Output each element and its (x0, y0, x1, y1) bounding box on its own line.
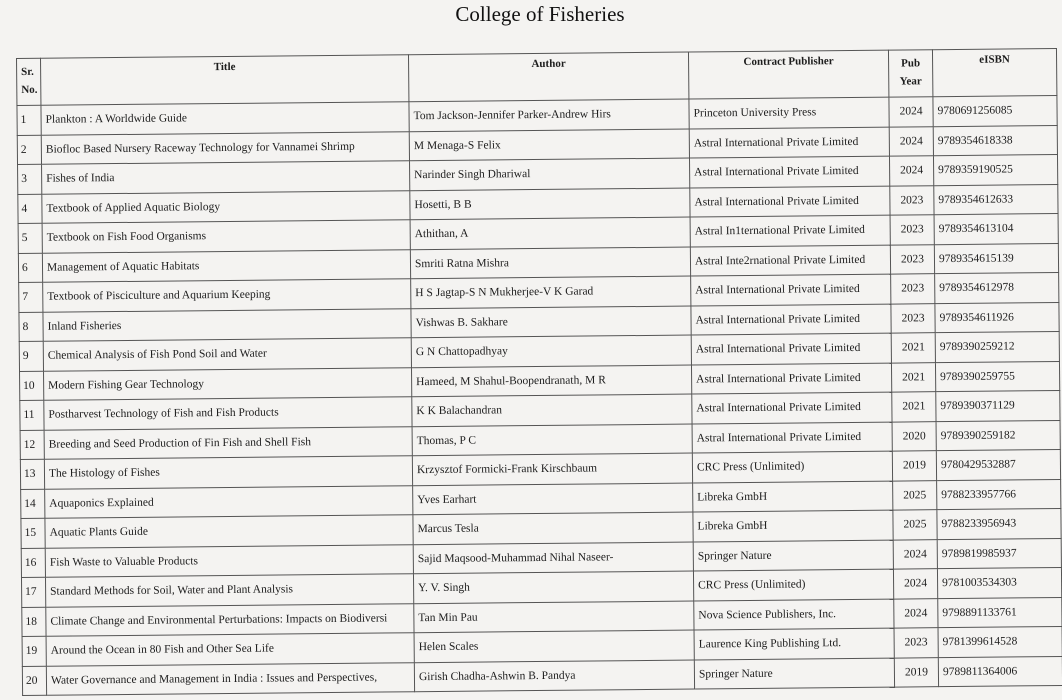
cell-author: Athithan, A (410, 217, 690, 249)
cell-eisbn: 9798891133761 (938, 597, 1062, 628)
cell-sr-no: 12 (20, 430, 44, 460)
cell-sr-no: 16 (21, 548, 45, 578)
cell-pub-year: 2024 (893, 569, 937, 599)
cell-title: Aquaponics Explained (45, 485, 413, 518)
cell-publisher: Springer Nature (694, 658, 894, 689)
cell-sr-no: 4 (18, 194, 42, 224)
cell-title: Textbook on Fish Food Organisms (42, 220, 410, 253)
header-sr-line1: Sr. (21, 65, 34, 78)
cell-title: Standard Methods for Soil, Water and Plant Analysis (45, 574, 413, 607)
cell-sr-no: 2 (17, 135, 41, 165)
cell-title: Water Governance and Management in India : Issues and Perspectives, (46, 662, 414, 695)
header-author: Author (408, 52, 688, 102)
header-year-line1: Pub (901, 57, 921, 70)
cell-author: Smriti Ratna Mishra (410, 247, 690, 279)
cell-pub-year: 2025 (893, 510, 937, 540)
cell-title: Around the Ocean in 80 Fish and Other Sea Life (46, 633, 414, 666)
cell-publisher: Springer Nature (693, 540, 893, 571)
cell-author: Hameed, M Shahul-Boopendranath, M R (411, 365, 691, 397)
cell-sr-no: 15 (21, 518, 45, 548)
cell-pub-year: 2024 (893, 539, 937, 569)
book-table (16, 48, 1062, 696)
cell-pub-year: 2024 (894, 598, 938, 628)
cell-publisher: Astral In1ternational Private Limited (690, 215, 890, 246)
cell-eisbn: 9780691256085 (933, 96, 1057, 127)
cell-eisbn: 9789354612633 (934, 184, 1058, 215)
cell-title: Chemical Analysis of Fish Pond Soil and Water (43, 338, 411, 371)
cell-publisher: CRC Press (Unlimited) (693, 569, 893, 600)
cell-author: G N Chattopadhyay (411, 335, 691, 367)
cell-sr-no: 20 (22, 666, 46, 696)
cell-publisher: Libreka GmbH (693, 510, 893, 541)
cell-author: Krzysztof Formicki-Frank Kirschbaum (412, 453, 692, 485)
cell-title: Inland Fisheries (43, 308, 411, 341)
cell-sr-no: 13 (20, 459, 44, 489)
cell-eisbn: 9788233957766 (937, 479, 1061, 510)
cell-pub-year: 2019 (894, 657, 938, 687)
cell-eisbn: 9789390259755 (935, 361, 1059, 392)
cell-sr-no: 1 (17, 105, 41, 135)
cell-sr-no: 18 (22, 607, 46, 637)
cell-publisher: Astral International Private Limited (691, 363, 891, 394)
cell-eisbn: 9789390371129 (936, 390, 1060, 421)
cell-sr-no: 6 (18, 253, 42, 283)
cell-pub-year: 2020 (892, 421, 936, 451)
cell-eisbn: 9789390259212 (935, 331, 1059, 362)
cell-author: H S Jagtap-S N Mukherjee-V K Garad (411, 276, 691, 308)
cell-sr-no: 3 (18, 164, 42, 194)
cell-author: Hosetti, B B (410, 188, 690, 220)
cell-sr-no: 11 (20, 400, 44, 430)
cell-author: Tan Min Pau (414, 601, 694, 633)
cell-pub-year: 2023 (890, 244, 934, 274)
cell-eisbn: 9789811364006 (938, 656, 1062, 687)
cell-publisher: Astral International Private Limited (692, 392, 892, 423)
table-body (17, 96, 1062, 696)
cell-publisher: Astral International Private Limited (689, 156, 889, 187)
cell-publisher: Astral International Private Limited (690, 186, 890, 217)
cell-sr-no: 10 (20, 371, 44, 401)
cell-author: M Menaga-S Felix (409, 129, 689, 161)
cell-author: K K Balachandran (412, 394, 692, 426)
cell-title: Biofloc Based Nursery Raceway Technology for Vannamei Shrimp (41, 131, 409, 164)
cell-author: Narinder Singh Dhariwal (410, 158, 690, 190)
cell-author: Tom Jackson-Jennifer Parker-Andrew Hirs (409, 99, 689, 131)
cell-title: Climate Change and Environmental Perturbations: Impacts on Biodiversi (46, 603, 414, 636)
cell-publisher: Nova Science Publishers, Inc. (694, 599, 894, 630)
cell-eisbn: 9789390259182 (936, 420, 1060, 451)
cell-sr-no: 19 (22, 636, 46, 666)
header-sr-no (17, 58, 41, 105)
header-publisher: Contract Publisher (688, 50, 888, 99)
cell-sr-no: 5 (18, 223, 42, 253)
cell-sr-no: 7 (19, 282, 43, 312)
cell-publisher: Astral Inte2rnational Private Limited (690, 245, 890, 276)
cell-title: Fish Waste to Valuable Products (45, 544, 413, 577)
cell-eisbn: 9789359190525 (933, 155, 1057, 186)
cell-eisbn: 9788233956943 (937, 508, 1061, 539)
cell-title: Breeding and Seed Production of Fin Fish and Shell Fish (44, 426, 412, 459)
cell-eisbn: 9789354618338 (933, 125, 1057, 156)
cell-title: The Histology of Fishes (44, 456, 412, 489)
cell-title: Modern Fishing Gear Technology (44, 367, 412, 400)
cell-title: Plankton : A Worldwide Guide (41, 102, 409, 135)
cell-publisher: Astral International Private Limited (691, 274, 891, 305)
header-eisbn: eISBN (932, 49, 1056, 97)
cell-author: Girish Chadha-Ashwin B. Pandya (414, 660, 694, 692)
cell-sr-no: 14 (21, 489, 45, 519)
cell-title: Postharvest Technology of Fish and Fish Products (44, 397, 412, 430)
cell-author: Yves Earhart (413, 483, 693, 515)
cell-author: Marcus Tesla (413, 512, 693, 544)
cell-sr-no: 17 (21, 577, 45, 607)
cell-pub-year: 2021 (892, 392, 936, 422)
cell-title: Textbook of Pisciculture and Aquarium Keeping (43, 279, 411, 312)
cell-sr-no: 9 (19, 341, 43, 371)
cell-pub-year: 2019 (892, 451, 936, 481)
page-title: College of Fisheries (455, 2, 625, 26)
cell-author: Thomas, P C (412, 424, 692, 456)
cell-publisher: Astral International Private Limited (692, 422, 892, 453)
cell-sr-no: 8 (19, 312, 43, 342)
cell-eisbn: 9781003534303 (937, 567, 1061, 598)
cell-eisbn: 9789354613104 (934, 214, 1058, 245)
cell-pub-year: 2024 (889, 156, 933, 186)
cell-publisher: Astral International Private Limited (689, 127, 889, 158)
cell-author: Helen Scales (414, 630, 694, 662)
cell-pub-year: 2023 (891, 274, 935, 304)
cell-pub-year: 2024 (889, 126, 933, 156)
cell-publisher: CRC Press (Unlimited) (692, 451, 892, 482)
cell-title: Textbook of Applied Aquatic Biology (42, 190, 410, 223)
cell-author: Vishwas B. Sakhare (411, 306, 691, 338)
cell-publisher: Libreka GmbH (693, 481, 893, 512)
header-sr-line2: No. (21, 83, 38, 96)
cell-pub-year: 2023 (890, 215, 934, 245)
cell-pub-year: 2023 (894, 628, 938, 658)
header-title: Title (41, 55, 409, 106)
cell-eisbn: 9789354612978 (935, 273, 1059, 304)
cell-author: Sajid Maqsood-Muhammad Nihal Naseer- (413, 542, 693, 574)
header-pub-year (888, 50, 932, 97)
cell-eisbn: 9789819985937 (937, 538, 1061, 569)
cell-publisher: Laurence King Publishing Ltd. (694, 628, 894, 659)
cell-publisher: Astral International Private Limited (691, 304, 891, 335)
cell-pub-year: 2023 (891, 303, 935, 333)
cell-eisbn: 9789354611926 (935, 302, 1059, 333)
cell-title: Aquatic Plants Guide (45, 515, 413, 548)
cell-eisbn: 9780429532887 (936, 449, 1060, 480)
cell-eisbn: 9789354615139 (934, 243, 1058, 274)
cell-publisher: Astral International Private Limited (691, 333, 891, 364)
cell-pub-year: 2025 (893, 480, 937, 510)
cell-pub-year: 2024 (889, 97, 933, 127)
cell-pub-year: 2021 (891, 362, 935, 392)
cell-publisher: Princeton University Press (689, 97, 889, 128)
cell-title: Fishes of India (42, 161, 410, 194)
header-year-line2: Year (899, 75, 922, 88)
cell-title: Management of Aquatic Habitats (42, 249, 410, 282)
cell-pub-year: 2021 (891, 333, 935, 363)
cell-author: Y. V. Singh (413, 571, 693, 603)
cell-eisbn: 9781399614528 (938, 626, 1062, 657)
cell-pub-year: 2023 (890, 185, 934, 215)
